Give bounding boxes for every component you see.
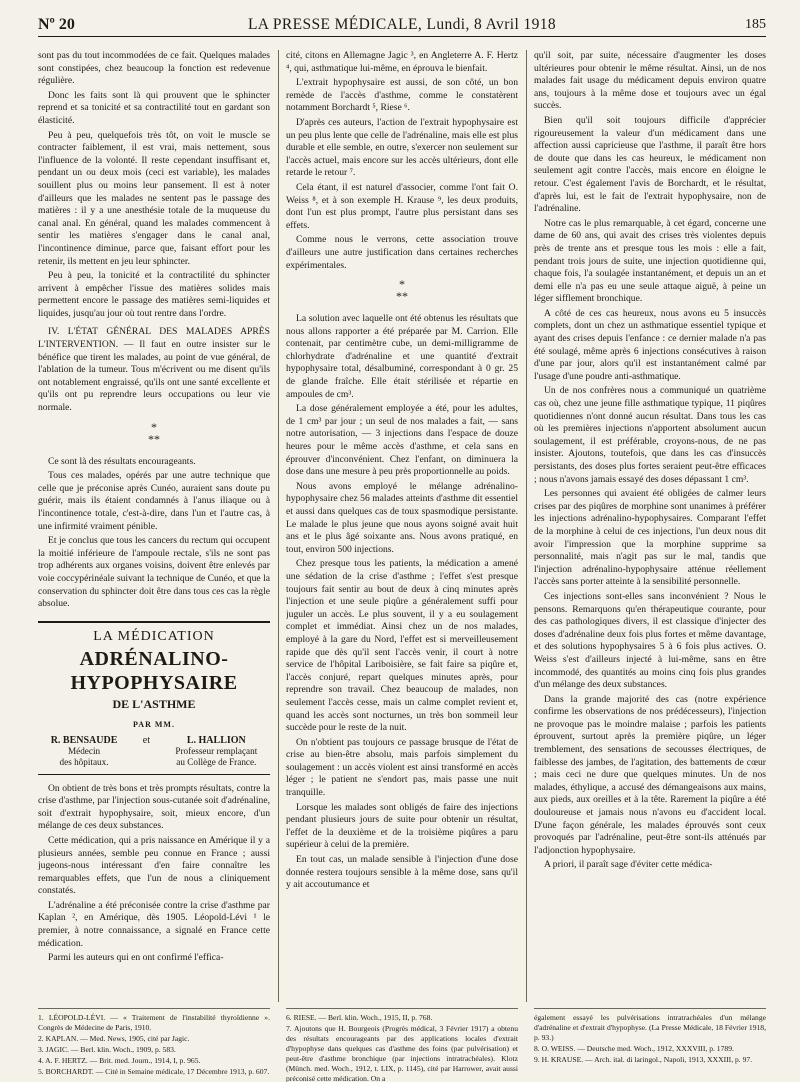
- paragraph: Nous avons employé le mélange adrénalino-hypophysaire chez 56 malades atteints d'asthme dit essentiel et aussi dans quelques cas de toux spasmodique persistante. Le malade le plus jeune que nous ayons soigné avait huit ans et le plus âgé soixante ans. Nous avons pratiqué, en tout, environ 500 injections.: [286, 480, 518, 555]
- asterism-divider: * **: [396, 277, 408, 304]
- paragraph: Donc les faits sont là qui prouvent que le sphincter reprend et sa tonicité et sa contractilité tout en gardant son élasticité.: [38, 89, 270, 126]
- paragraph: Tous ces malades, opérés par une autre technique que celle que je préconise après Cunéo, auraient sans doute pu guérir, mais ils étaient condamnés à l'anus iliaque ou à l'incontinence totale, c'est-à-dire, dans l'un et l'autre cas, à une infirmité vraiment pénible.: [38, 470, 270, 532]
- paragraph: Cette médication, qui a pris naissance en Amérique il y a plusieurs années, semble peu connue en France ; aussi jugeons-nous intéressant d'en faire connaître les remarquables effets, que l'un de nous a cliniquement constatés.: [38, 834, 270, 897]
- paragraph: D'après ces auteurs, l'action de l'extrait hypophysaire est un peu plus lente que celle de l'adrénaline, mais elle est plus durable et elle semble, en outre, s'exercer non seulement sur l'accès actuel, mais encore sur les accès ultérieurs, dont elle retarde le retour ⁷.: [286, 116, 518, 179]
- paragraph: La dose généralement employée a été, pour les adultes, de 1 cm³ par jour ; un seul de nos malades a fait, — sans notre autorisation, — 3 injections dans l'espace de douze heures pour le même accès d'asthme, et cela sans en éprouver d'inconvénient. Chez l'enfant, on diminuera la dose dans une mesure à peu près proportionnelle au poids.: [286, 403, 518, 478]
- column-divider: [278, 50, 279, 1002]
- footnote: 8. O. WEISS. — Deutsche med. Woch., 1912, XXXVIII, p. 1789.: [534, 1044, 734, 1053]
- author-hallion: [175, 735, 257, 768]
- article-kicker: LA MÉDICATION: [93, 628, 215, 644]
- column-2: [286, 50, 518, 1002]
- paragraph: Comme nous le verrons, cette association trouve d'ailleurs une autre justification dans certaines recherches expérimentales.: [286, 234, 518, 271]
- page-header: [38, 14, 766, 37]
- column-3: [534, 50, 766, 1002]
- paragraph: Cela étant, il est naturel d'associer, comme l'ont fait O. Weiss ⁸, et à son exemple H. Krause ⁹, les deux produits, dont l'un est plus prompt, l'autre plus persistant dans ses effets.: [286, 181, 518, 231]
- section-heading: IV. L'ÉTAT GÉNÉRAL DES MALADES APRÈS L'INTERVENTION.: [38, 326, 270, 351]
- paragraph: Et je conclus que tous les cancers du rectum qui occupent la moitié inférieure de l'ampoule rectale, s'ils ne sont pas trop adhérents aux organes voisins, doivent être enlevés par voie coccypérinéale suivant la technique de Cunéo, et que la conservation du sphincter doit être dans tous ces cas la règle absolue.: [38, 535, 270, 610]
- author-conjunction: et: [142, 734, 150, 746]
- article-title: ADRÉNALINO-HYPOPHYSAIRE: [70, 648, 238, 695]
- paragraph: Notre cas le plus remarquable, à cet égard, concerne une dame de 60 ans, qui avait des crises très violentes depuis près de trente ans et presque tous les mois : elle a fait, pendant trois jours de suite, une injection quotidienne qui, chaque fois, l'a soulagée instantanément, et depuis un an et demi elle n'a pas eu une seule attaque aiguë, à peine un léger sifflement bronchique.: [534, 217, 766, 305]
- paragraph: On n'obtient pas toujours ce passage brusque de l'état de crise au bien-être absolu, mais parfois simplement du soulagement : un accès violent est ainsi transformé en accès léger ; le patient ne s'endort pas, mais passe une nuit tranquille.: [286, 736, 518, 799]
- paragraph: L'adrénaline a été préconisée contre la crise d'asthme par Kaplan ², en Amérique, dès 1905. Léopold-Lévi ¹ le premier, à notre connaissance, a signalé en France cette médication.: [38, 899, 270, 949]
- column-divider: [526, 50, 527, 1002]
- paragraph: Lorsque les malades sont obligés de faire des injections pendant plusieurs jours de suite pour obtenir un résultat, l'effet de la deuxième et de la troisième piqûres a paru supérieur à celui de la première.: [286, 801, 518, 851]
- footnotes-column-1: [38, 1008, 270, 1078]
- section-paragraph: [38, 326, 270, 414]
- article-byline-prefix: PAR MM.: [133, 719, 175, 729]
- paragraph: Bien qu'il soit toujours difficile d'apprécier rigoureusement la valeur d'un médicament dans une affection aussi capricieuse que l'asthme, il paraît être hors de doute que dans les cas heureux, le médicament non seulement agit contre l'accès, mais encore en éloigne le retour. C'est également l'avis de Borchardt, et le résultat, d'après lui, est le fait de l'extrait hypophysaire, non de l'adrénaline.: [534, 114, 766, 215]
- paragraph: Chez presque tous les patients, la médication a amené une sédation de la crise d'asthme ; l'effet s'est presque toujours fait sentir au bout de deux à cinq minutes après l'injection et une seule piqûre a généralement suffi pour juguler un accès. Le plus souvent, il y a eu soulagement complet et immédiat. Ainsi chez un de nos malades, employé à la gare du Nord, l'effet est si merveilleusement rapide que dès qu'il sent l'accès venir, il court à notre service de l'hôpital Lariboisière, se fait faire sa piqûre et, l'accès conjuré, repart quelques minutes après, pour reprendre son travail. Chez beaucoup de malades, non seulement l'accès cesse, mais un calme complet revient et, quand les accès sont nocturnes, un très bon sommeil leur succède pour le reste de la nuit.: [286, 558, 518, 734]
- author-affiliation: Médecin: [67, 745, 101, 756]
- paragraph: Peu à peu, quelquefois très tôt, on voit le muscle se contracter faiblement, il est vrai, mais nettement, sous l'influence de la volonté. Il reste cependant insuffisant et, pendant un ou deux mois (ceci est variable), les malades souillent plus ou moins leur pansement. Il est à noter d'ailleurs que les malades ne sentent pas le passage des matières : il y a une anesthésie totale de la muqueuse du canal anal. En général, quand les malades commencent à sentir les matières s'engager dans le canal anal, l'incontinence diminue, parce que, faisant effort pour les retenir, ils mettent en jeu leur sphincter.: [38, 129, 270, 267]
- footnote: 7. Ajoutons que H. Bourgeois (Progrès médical, 3 Février 1917) a obtenu des résultats encourageants par des applications locales d'extrait d'hypophyse dans quelques cas d'asthme des foins (par pulvérisation) et peut-être d'asthme bronchique (par injections intratrachéales). Klotz (Münch. med. Woch., 1912, t. LIX, p. 1145), cité par Harrower, avait aussi préconisé cette médication. On a: [286, 1024, 518, 1082]
- column-1: [38, 50, 270, 1002]
- article-header: [38, 621, 270, 775]
- paragraph: A côté de ces cas heureux, nous avons eu 5 insuccès complets, dont un chez un asthmatique essentiel typique et ayant des crises depuis l'enfance : ce dernier malade n'a pas été soulagé, même après 6 injections consécutives à raison d'une par jour, alors qu'il est instantanément calmé par l'usage d'une poudre anti-asthmatique.: [534, 307, 766, 382]
- footnote: également essayé les pulvérisations intratrachéales d'un mélange d'adrénaline et d'extrait d'hypophyse. (La Presse Médicale, 18 Février 1918, p. 93.): [534, 1013, 766, 1042]
- asterism-divider: * **: [148, 419, 160, 446]
- paragraph: A priori, il paraît sage d'éviter cette médica-: [544, 859, 713, 871]
- paragraph: Peu à peu, la tonicité et la contractilité du sphincter arrivent à empêcher l'issue des matières solides mais permettent encore le passage des matières semi-liquides et liquides, jusqu'au jour où tout rentre dans l'ordre.: [38, 270, 270, 319]
- page-folio: 185: [745, 17, 766, 32]
- paragraph: L'extrait hypophysaire est aussi, de son côté, un bon remède de l'accès d'asthme, comme le constatèrent notamment Borchardt ⁵, Riese ⁶.: [286, 77, 518, 114]
- footnote: 6. RIESE. — Berl. klin. Woch., 1915, II, p. 768.: [286, 1013, 433, 1022]
- paragraph: La solution avec laquelle ont été obtenus les résultats que nous allons rapporter a été préparée par M. Carrion. Elle contenait, par centimètre cube, un demi-milligramme de chlorhydrate d'adrénaline et une quantité d'extrait hypophysaire total, désalbuminé, correspondant à 0 gr. 25 de glande fraîche. Elle était stérilisée et répartie en ampoules de cm³.: [286, 313, 518, 400]
- author-name: R. BENSAUDE: [50, 734, 118, 746]
- author-bensaude: [51, 735, 118, 768]
- footnotes-column-2: [286, 1008, 518, 1082]
- paragraph: qu'il soit, par suite, nécessaire d'augmenter les doses ultérieures pour obtenir le même résultat. Ainsi, un de nos malades fait usage du médicament depuis environ quatre ans, toujours à la même dose et toujours avec un égal succès.: [534, 50, 766, 112]
- article-authors: [38, 735, 270, 768]
- paragraph: On obtient de très bons et très prompts résultats, contre la crise d'asthme, par l'injection sous-cutanée soit d'adrénaline, soit d'extrait hypophysaire, soit, mieux encore, d'un mélange de ces deux substances.: [38, 782, 270, 832]
- paragraph: Ces injections sont-elles sans inconvénient ? Nous le pensons. Remarquons qu'en thérapeutique courante, pour des cas pathologiques divers, il est classique d'injecter des doses d'adrénaline deux fois plus fortes et même davantage, et des solutions hypophysaires 5 à 6 fois plus actives. O. Weiss s'est d'ailleurs injecté à lui-même, sans en être incommodé, des quantités au moins cinq fois plus grandes d'un mélange des deux substances.: [534, 590, 766, 691]
- author-affiliation: au Collège de France.: [176, 756, 257, 767]
- footnote: 2. KAPLAN. — Med. News, 1905, cité par Jagic.: [38, 1034, 190, 1043]
- paragraph: cité, citons en Allemagne Jagic ³, en Angleterre A. F. Hertz ⁴, qui, asthmatique lui-même, en éprouva le bienfait.: [286, 50, 518, 74]
- author-affiliation: des hôpitaux.: [59, 756, 109, 767]
- footnote: 5. BORCHARDT. — Cité in Semaine médicale, 17 Décembre 1913, p. 607.: [38, 1067, 270, 1076]
- footnote: 4. A. F. HERTZ. — Brit. med. Journ., 1914, I, p. 965.: [38, 1056, 201, 1065]
- paragraph: sont pas du tout incommodées de ce fait. Quelques malades sont constipées, chez beaucoup la fonction est redevenue régulière.: [38, 50, 270, 87]
- author-affiliation: Professeur remplaçant: [175, 745, 258, 756]
- footnotes-column-3: [534, 1008, 766, 1066]
- journal-title: LA PRESSE MÉDICALE, Lundi, 8 Avril 1918: [247, 16, 557, 33]
- article-subtitle: DE L'ASTHME: [112, 697, 196, 712]
- paragraph: Ce sont là des résultats encourageants.: [48, 455, 196, 467]
- paragraph: Dans la grande majorité des cas (notre expérience confirme les observations de nos prédécesseurs), l'injection ne provoque pas le moindre malaise ; parfois les patients éprouvent, surtout après la première piqûre, un léger tremblement, des sensations de secousses électriques, de faiblesse des jambes, de l'agitation, des battements de cœur ; mais ceci ne dure que quelques minutes. Un de nos malades, éthylique, a accusé des démangeaisons aux mains, aux pieds, aux oreilles et à la tête. Rarement la piqûre a été douloureuse et jamais nous n'avons eu d'accident local. D'une façon générale, les malades éprouvés sont ceux provoqués par l'adrénaline, peut-être sont-ils atténués par l'adjonction hypophysaire.: [534, 693, 766, 856]
- author-name: L. HALLION: [186, 734, 246, 746]
- footnote: 1. LÉOPOLD-LÉVI. — « Traitement de l'instabilité thyroïdienne ». Congrès de Médecine de Paris, 1910.: [38, 1013, 270, 1032]
- section-text: — Il faut en outre insister sur le bénéfice que tirent les malades, au point de vue général, de l'ablation de la tumeur. Tous m'écrivent ou me disent qu'ils ont notablement engraissé, qu'ils ont une santé excellente et qu'ils ont pu reprendre leurs occupations ou leur vie normale.: [38, 339, 270, 414]
- paragraph: Parmi les auteurs qui en ont confirmé l'effica-: [48, 952, 224, 964]
- footnote: 3. JAGIC. — Berl. klin. Woch., 1909, p. 583.: [38, 1045, 176, 1054]
- paragraph: En tout cas, un malade sensible à l'injection d'une dose donnée restera toujours sensible à la même dose, sans qu'il y ait accoutumance et: [286, 854, 518, 891]
- footnote: 9. H. KRAUSE. — Arch. ital. di laringol., Napoli, 1913, XXXIII, p. 97.: [534, 1055, 753, 1064]
- paragraph: Les personnes qui avaient été obligées de calmer leurs crises par des piqûres de morphine sont unanimes à préférer les injections adrénalino-hypophysaires. Comparant l'effet de la morphine à celui de ces injections, l'un deux nous dit avoir l'impression que la morphine supprime sa personnalité, mais n'agit pas sur le mal, tandis que l'injection adrénalino-hypophysaire atténue réellement l'accès sans porter atteinte à la sensibilité personnelle.: [534, 488, 766, 588]
- issue-number: Nº 20: [38, 16, 75, 33]
- paragraph: Un de nos confrères nous a communiqué un quatrième cas où, chez une jeune fille asthmatique typique, 11 piqûres quotidiennes n'ont donné aucun résultat. Dans tous les cas où les premières injections n'apportent absolument aucun soulagement, il est préférable, croyons-nous, de ne pas insister. Ajoutons, toutefois, que dans les cas d'insuccès persistants, des doses plus fortes seraient peut-être efficaces ; nous n'avons jamais essayé des doses dépassant 1 cm³.: [534, 385, 766, 485]
